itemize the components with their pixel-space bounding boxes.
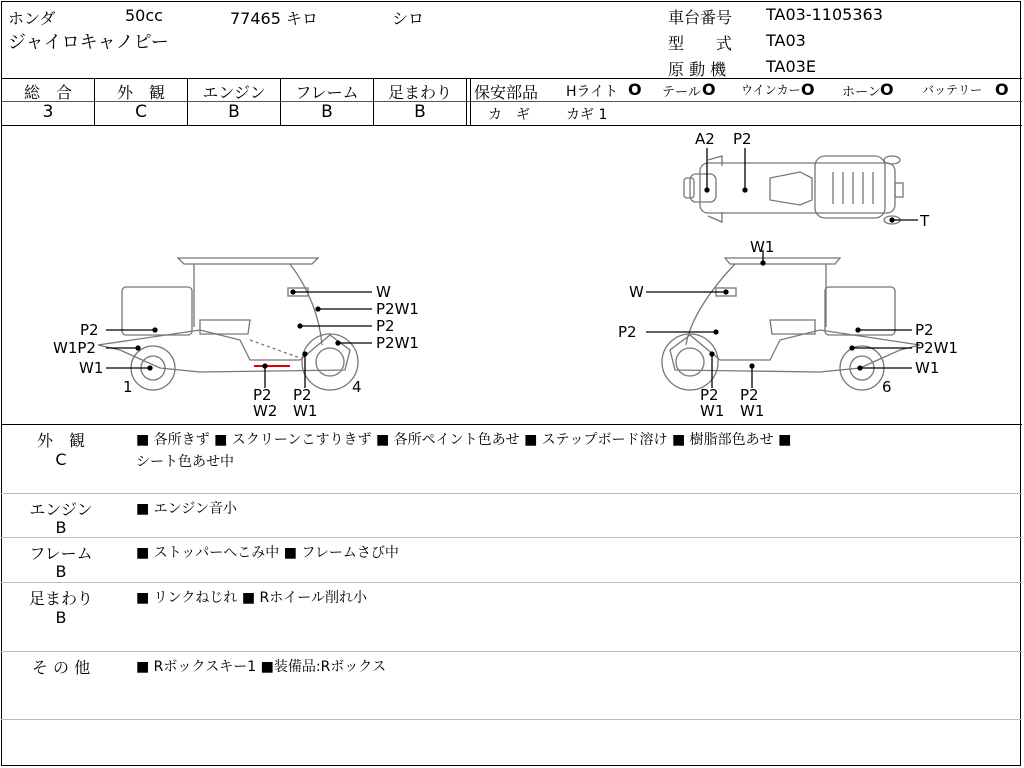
remark-category-exterior: 外 観 bbox=[36, 431, 85, 450]
safety-tail-mark: O bbox=[702, 80, 716, 99]
type-value: TA03 bbox=[766, 31, 806, 50]
marker-label: P2 bbox=[618, 323, 637, 341]
mileage: 77465 キロ bbox=[230, 9, 318, 28]
key-label: カ ギ bbox=[488, 107, 530, 123]
engine-model-label: 原 動 機 bbox=[668, 60, 727, 79]
scooter-left-side-view bbox=[98, 258, 358, 390]
grade-value-exterior: C bbox=[135, 102, 147, 122]
grade-label-overall: 総 合 bbox=[23, 83, 72, 102]
scooter-top-view bbox=[684, 156, 903, 224]
marker-label: P2 bbox=[740, 386, 759, 404]
marker-label: P2W1 bbox=[376, 300, 419, 318]
displacement: 50cc bbox=[125, 6, 163, 25]
marker-label: W1 bbox=[915, 359, 940, 377]
grade-label-suspension: 足まわり bbox=[387, 83, 452, 102]
scooter-damage-diagram bbox=[0, 125, 1024, 425]
remark-text-suspension: ■ リンクねじれ ■ Rホイール削れ小 bbox=[136, 590, 367, 606]
divider bbox=[1, 493, 1022, 494]
remark-text-exterior: ■ 各所きず ■ スクリーンこすりきず ■ 各所ペイント色あせ ■ ステップボード溶け ■ 樹脂部色あせ ■ bbox=[136, 432, 792, 448]
left-view-markers bbox=[106, 290, 372, 388]
grade-label-engine: エンジン bbox=[202, 83, 266, 102]
marker-label: 1 bbox=[123, 378, 133, 396]
marker-label: W1 bbox=[293, 402, 318, 420]
model-name: ジャイロキャノピー bbox=[8, 32, 169, 53]
key-value: カギ 1 bbox=[566, 107, 608, 123]
remark-category-frame: フレーム bbox=[29, 544, 93, 563]
marker-label: 4 bbox=[352, 378, 362, 396]
divider bbox=[1, 78, 1022, 79]
marker-label: W bbox=[376, 283, 391, 301]
remark-text-other: ■ Rボックスキー1 ■装備品:Rボックス bbox=[136, 659, 387, 675]
grade-value-overall: 3 bbox=[42, 102, 54, 122]
grade-value-suspension: B bbox=[414, 102, 426, 122]
safety-horn-mark: O bbox=[880, 80, 894, 99]
marker-label: P2W1 bbox=[376, 334, 419, 352]
marker-label: A2 bbox=[695, 130, 715, 148]
marker-label: P2 bbox=[915, 321, 934, 339]
marker-label: W1 bbox=[740, 402, 765, 420]
remark-grade-suspension: B bbox=[55, 608, 67, 627]
remark-category-other: そ の 他 bbox=[31, 658, 91, 677]
safety-horn-label: ホーン bbox=[842, 85, 881, 100]
marker-label: W1 bbox=[700, 402, 725, 420]
grade-value-engine: B bbox=[228, 102, 240, 122]
maker: ホンダ bbox=[8, 9, 56, 28]
remark-text-engine: ■ エンジン音小 bbox=[136, 501, 237, 517]
remark-text-frame: ■ ストッパーへこみ中 ■ フレームさび中 bbox=[136, 545, 399, 561]
scooter-right-side-view bbox=[662, 258, 920, 390]
remark-grade-exterior: C bbox=[55, 450, 67, 469]
safety-label: 保安部品 bbox=[474, 83, 539, 102]
right-view-markers bbox=[646, 250, 912, 388]
grade-label-exterior: 外 観 bbox=[116, 83, 165, 102]
marker-label: W bbox=[629, 283, 644, 301]
safety-headlight-label: Hライト bbox=[566, 84, 619, 100]
marker-label: P2 bbox=[293, 386, 312, 404]
body-color: シロ bbox=[392, 9, 425, 28]
divider bbox=[1, 651, 1022, 652]
safety-battery-mark: O bbox=[995, 80, 1009, 99]
marker-label: P2 bbox=[80, 321, 99, 339]
type-label: 型 式 bbox=[668, 34, 733, 53]
safety-headlight-mark: O bbox=[628, 80, 642, 99]
remark-grade-engine: B bbox=[55, 518, 67, 537]
marker-label: T bbox=[920, 212, 930, 230]
marker-label: 6 bbox=[882, 378, 892, 396]
marker-label: W1 bbox=[79, 359, 104, 377]
chassis-label: 車台番号 bbox=[668, 8, 733, 27]
grid-line bbox=[466, 78, 467, 125]
engine-model-value: TA03E bbox=[766, 57, 816, 76]
marker-label: P2 bbox=[253, 386, 272, 404]
marker-label: P2W1 bbox=[915, 339, 958, 357]
marker-label: P2 bbox=[733, 130, 752, 148]
remark-grade-frame: B bbox=[55, 562, 67, 581]
grade-value-frame: B bbox=[321, 102, 333, 122]
grid-line bbox=[470, 78, 471, 125]
remark-text-exterior-2: シート色あせ中 bbox=[136, 454, 234, 470]
marker-label: W1 bbox=[750, 238, 775, 256]
marker-label: W1P2 bbox=[53, 339, 96, 357]
safety-winker-mark: O bbox=[801, 80, 815, 99]
safety-battery-label: バッテリー bbox=[922, 83, 983, 97]
divider bbox=[1, 582, 1022, 583]
marker-label: W2 bbox=[253, 402, 278, 420]
grade-label-frame: フレーム bbox=[295, 83, 359, 102]
remark-category-suspension: 足まわり bbox=[28, 589, 93, 608]
marker-label: P2 bbox=[700, 386, 719, 404]
safety-winker-label: ウインカー bbox=[741, 83, 801, 97]
chassis-value: TA03-1105363 bbox=[766, 5, 883, 24]
marker-label: P2 bbox=[376, 317, 395, 335]
divider bbox=[1, 719, 1022, 720]
divider bbox=[1, 424, 1022, 425]
safety-tail-label: テール bbox=[662, 85, 701, 100]
remark-category-engine: エンジン bbox=[29, 500, 93, 519]
divider bbox=[1, 537, 1022, 538]
